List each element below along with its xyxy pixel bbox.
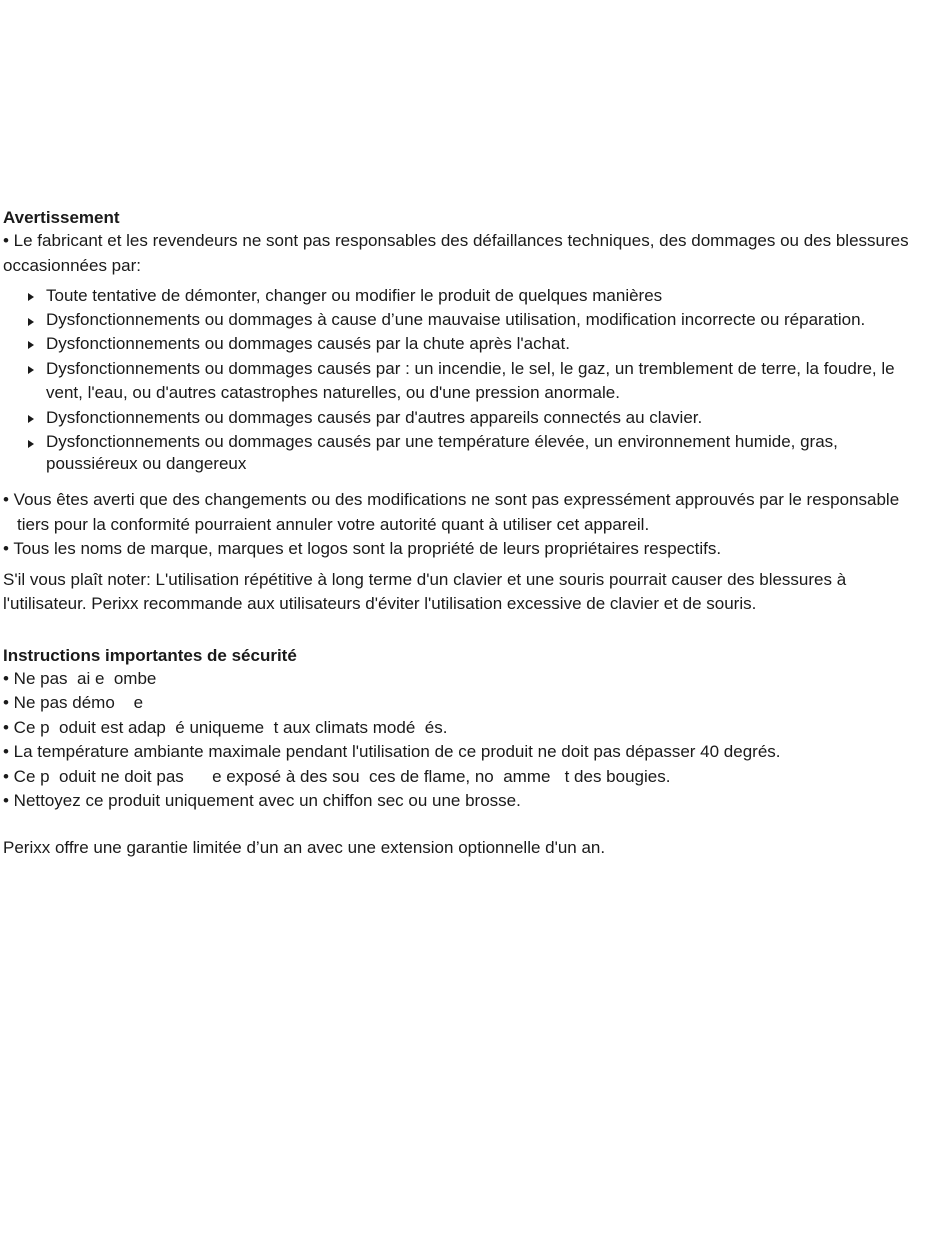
warning-heading: Avertissement xyxy=(3,208,120,227)
document-page xyxy=(3,207,933,860)
list-item: Dysfonctionnements ou dommages causés par d'autres appareils connectés au clavier. xyxy=(3,406,933,430)
list-item: • Ce p oduit ne doit pas e exposé à des sou ces de flame, no amme t des bougies. xyxy=(3,766,671,786)
list-item: Toute tentative de démonter, changer ou modifier le produit de quelques manières xyxy=(3,284,933,308)
triangle-bullet-icon xyxy=(28,366,34,374)
list-item: • La température ambiante maximale pendant l'utilisation de ce produit ne doit pas dépasser 40 degrés. xyxy=(3,742,781,761)
list-item: • Ne pas démo e xyxy=(3,693,144,712)
warning-intro: • Le fabricant et les revendeurs ne sont pas responsables des défaillances techniques, des dommages ou des blessures occasionnées par: xyxy=(3,231,909,275)
list-item: • Nettoyez ce produit uniquement avec un chiffon sec ou une brosse. xyxy=(3,791,521,810)
triangle-bullet-icon xyxy=(28,341,34,349)
warranty-statement: Perixx offre une garantie limitée d’un an avec une extension optionnelle d'un an. xyxy=(3,837,606,857)
triangle-bullet-icon xyxy=(28,318,34,326)
usage-note: S'il vous plaît noter: L'utilisation répétitive à long terme d'un clavier et une souris pourrait causer des blessures à l'utilisateur. Perixx recommande aux utilisateurs d'éviter l'utilisation excessive de clavier et de souris. xyxy=(3,569,847,613)
safety-heading: Instructions importantes de sécurité xyxy=(3,645,297,665)
changes-notice: • Vous êtes averti que des changements ou des modifications ne sont pas expressément approuvés par le responsable tiers pour la conformité pourraient annuler votre autorité quant à utiliser cet appareil. xyxy=(3,490,900,534)
list-item: Dysfonctionnements ou dommages à cause d’une mauvaise utilisation, modification incorrecte ou réparation. xyxy=(3,309,933,331)
warning-list xyxy=(3,284,933,475)
list-item: • Ce p oduit est adap é uniqueme t aux climats modé és. xyxy=(3,717,448,737)
trademarks-notice: • Tous les noms de marque, marques et logos sont la propriété de leurs propriétaires respectifs. xyxy=(3,539,722,558)
triangle-bullet-icon xyxy=(28,415,34,423)
triangle-bullet-icon xyxy=(28,293,34,301)
list-item: Dysfonctionnements ou dommages causés par une température élevée, un environnement humide, gras, poussiéreux ou dangereux xyxy=(3,431,933,475)
safety-list xyxy=(3,667,933,814)
triangle-bullet-icon xyxy=(28,440,34,448)
list-item: • Ne pas ai e ombe xyxy=(3,668,157,688)
list-item: Dysfonctionnements ou dommages causés par la chute après l'achat. xyxy=(3,332,933,356)
list-item: Dysfonctionnements ou dommages causés par : un incendie, le sel, le gaz, un tremblement de terre, la foudre, le vent, l'eau, ou d'autres catastrophes naturelles, ou d'une pression anormale. xyxy=(3,357,933,405)
